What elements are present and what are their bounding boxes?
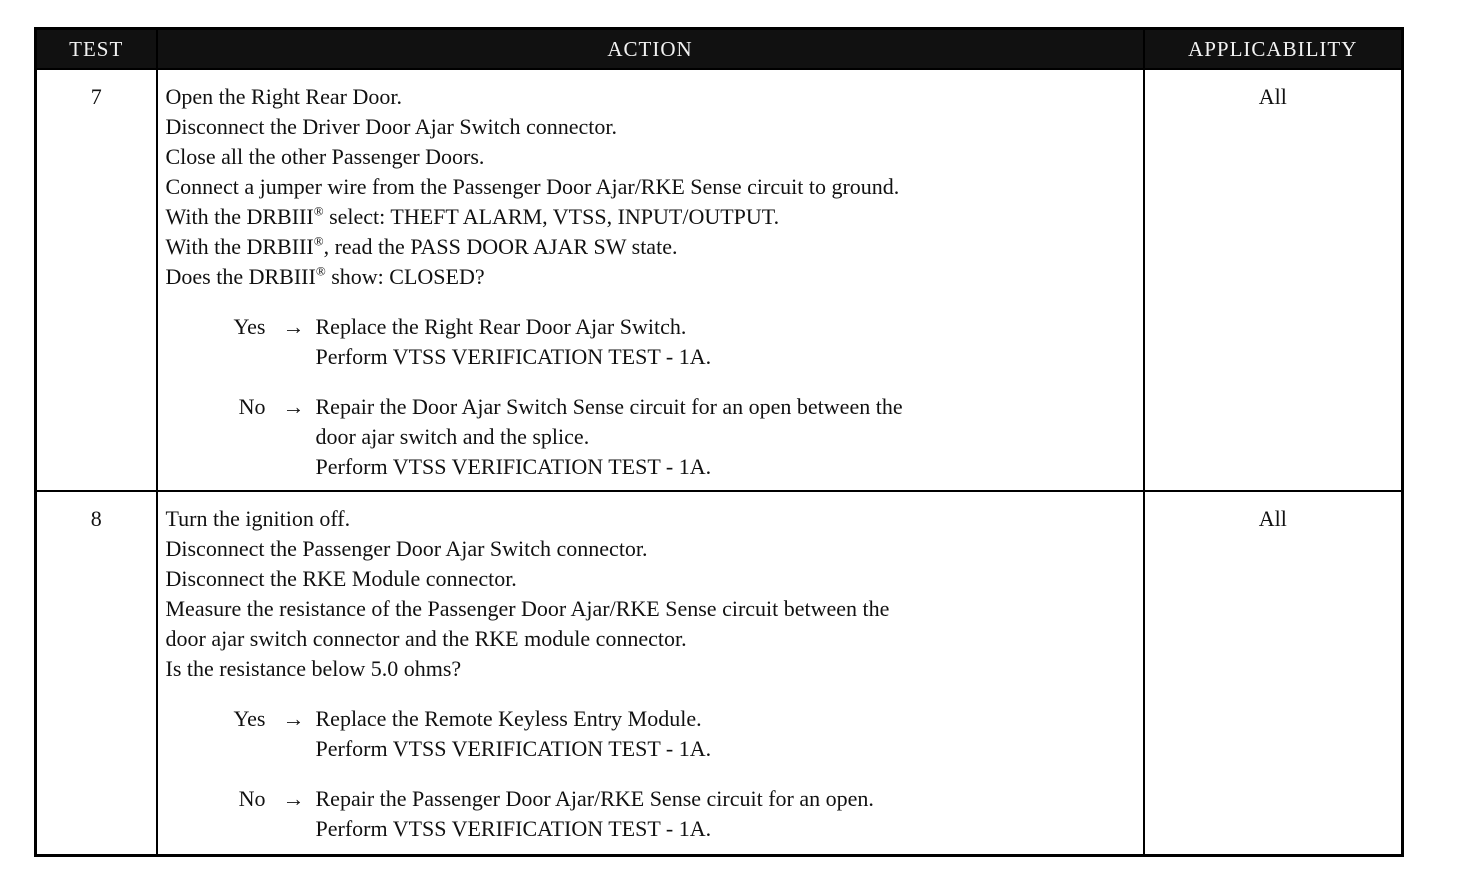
outcome-text xyxy=(316,312,1137,372)
outcome-label: Yes xyxy=(233,314,266,339)
table-row xyxy=(36,69,1403,491)
test-number: 7 xyxy=(36,69,157,491)
action-step: Is the resistance below 5.0 ohms? xyxy=(165,656,462,681)
action-step: Disconnect the Passenger Door Ajar Switch connector. xyxy=(165,536,648,561)
applicability-value: All xyxy=(1144,491,1403,856)
action-step: With the DRBIII® select: THEFT ALARM, VTSS, INPUT/OUTPUT. xyxy=(165,203,780,229)
right-arrow-icon: → xyxy=(282,314,305,339)
action-step: door ajar switch connector and the RKE module connector. xyxy=(165,626,687,651)
action-step: Connect a jumper wire from the Passenger Door Ajar/RKE Sense circuit to ground. xyxy=(165,174,900,199)
outcome-line: Repair the Door Ajar Switch Sense circuit for an open between the xyxy=(315,394,903,419)
right-arrow-icon: → xyxy=(282,786,305,811)
outcome-text xyxy=(316,784,1137,844)
table-row xyxy=(36,491,1403,856)
diagnostic-test-table xyxy=(34,27,1404,857)
outcome-text xyxy=(316,704,1137,764)
action-cell xyxy=(157,491,1144,856)
outcome-no xyxy=(166,392,1137,482)
action-cell xyxy=(157,69,1144,491)
action-step: Disconnect the Driver Door Ajar Switch connector. xyxy=(165,114,617,139)
table-header-row xyxy=(36,29,1403,70)
applicability-value: All xyxy=(1144,69,1403,491)
outcome-text xyxy=(316,392,1137,482)
header-action: ACTION xyxy=(157,29,1144,70)
right-arrow-icon: → xyxy=(282,394,305,419)
outcome-label: No xyxy=(238,786,266,811)
header-test: TEST xyxy=(36,29,157,70)
right-arrow-icon: → xyxy=(282,706,305,731)
outcome-label: No xyxy=(238,394,266,419)
outcome-no xyxy=(166,784,1137,844)
outcome-label: Yes xyxy=(233,706,266,731)
action-step: Measure the resistance of the Passenger Door Ajar/RKE Sense circuit between the xyxy=(165,596,890,621)
outcome-line: Perform VTSS VERIFICATION TEST - 1A. xyxy=(315,736,712,761)
action-step: Disconnect the RKE Module connector. xyxy=(165,566,517,591)
header-applicability: APPLICABILITY xyxy=(1144,29,1403,70)
outcome-line: Repair the Passenger Door Ajar/RKE Sense circuit for an open. xyxy=(315,786,874,811)
outcome-line: Perform VTSS VERIFICATION TEST - 1A. xyxy=(315,816,712,841)
outcome-yes xyxy=(166,312,1137,372)
outcome-line: door ajar switch and the splice. xyxy=(315,424,590,449)
outcome-line: Perform VTSS VERIFICATION TEST - 1A. xyxy=(315,344,712,369)
outcome-line: Replace the Remote Keyless Entry Module. xyxy=(315,706,702,731)
action-step: Does the DRBIII® show: CLOSED? xyxy=(165,263,485,289)
action-step: Close all the other Passenger Doors. xyxy=(165,144,485,169)
outcome-line: Replace the Right Rear Door Ajar Switch. xyxy=(315,314,687,339)
test-number: 8 xyxy=(36,491,157,856)
outcome-yes xyxy=(166,704,1137,764)
action-step: Open the Right Rear Door. xyxy=(165,84,402,109)
action-step: Turn the ignition off. xyxy=(165,506,351,531)
outcome-line: Perform VTSS VERIFICATION TEST - 1A. xyxy=(315,454,712,479)
action-step: With the DRBIII®, read the PASS DOOR AJAR SW state. xyxy=(165,233,678,259)
